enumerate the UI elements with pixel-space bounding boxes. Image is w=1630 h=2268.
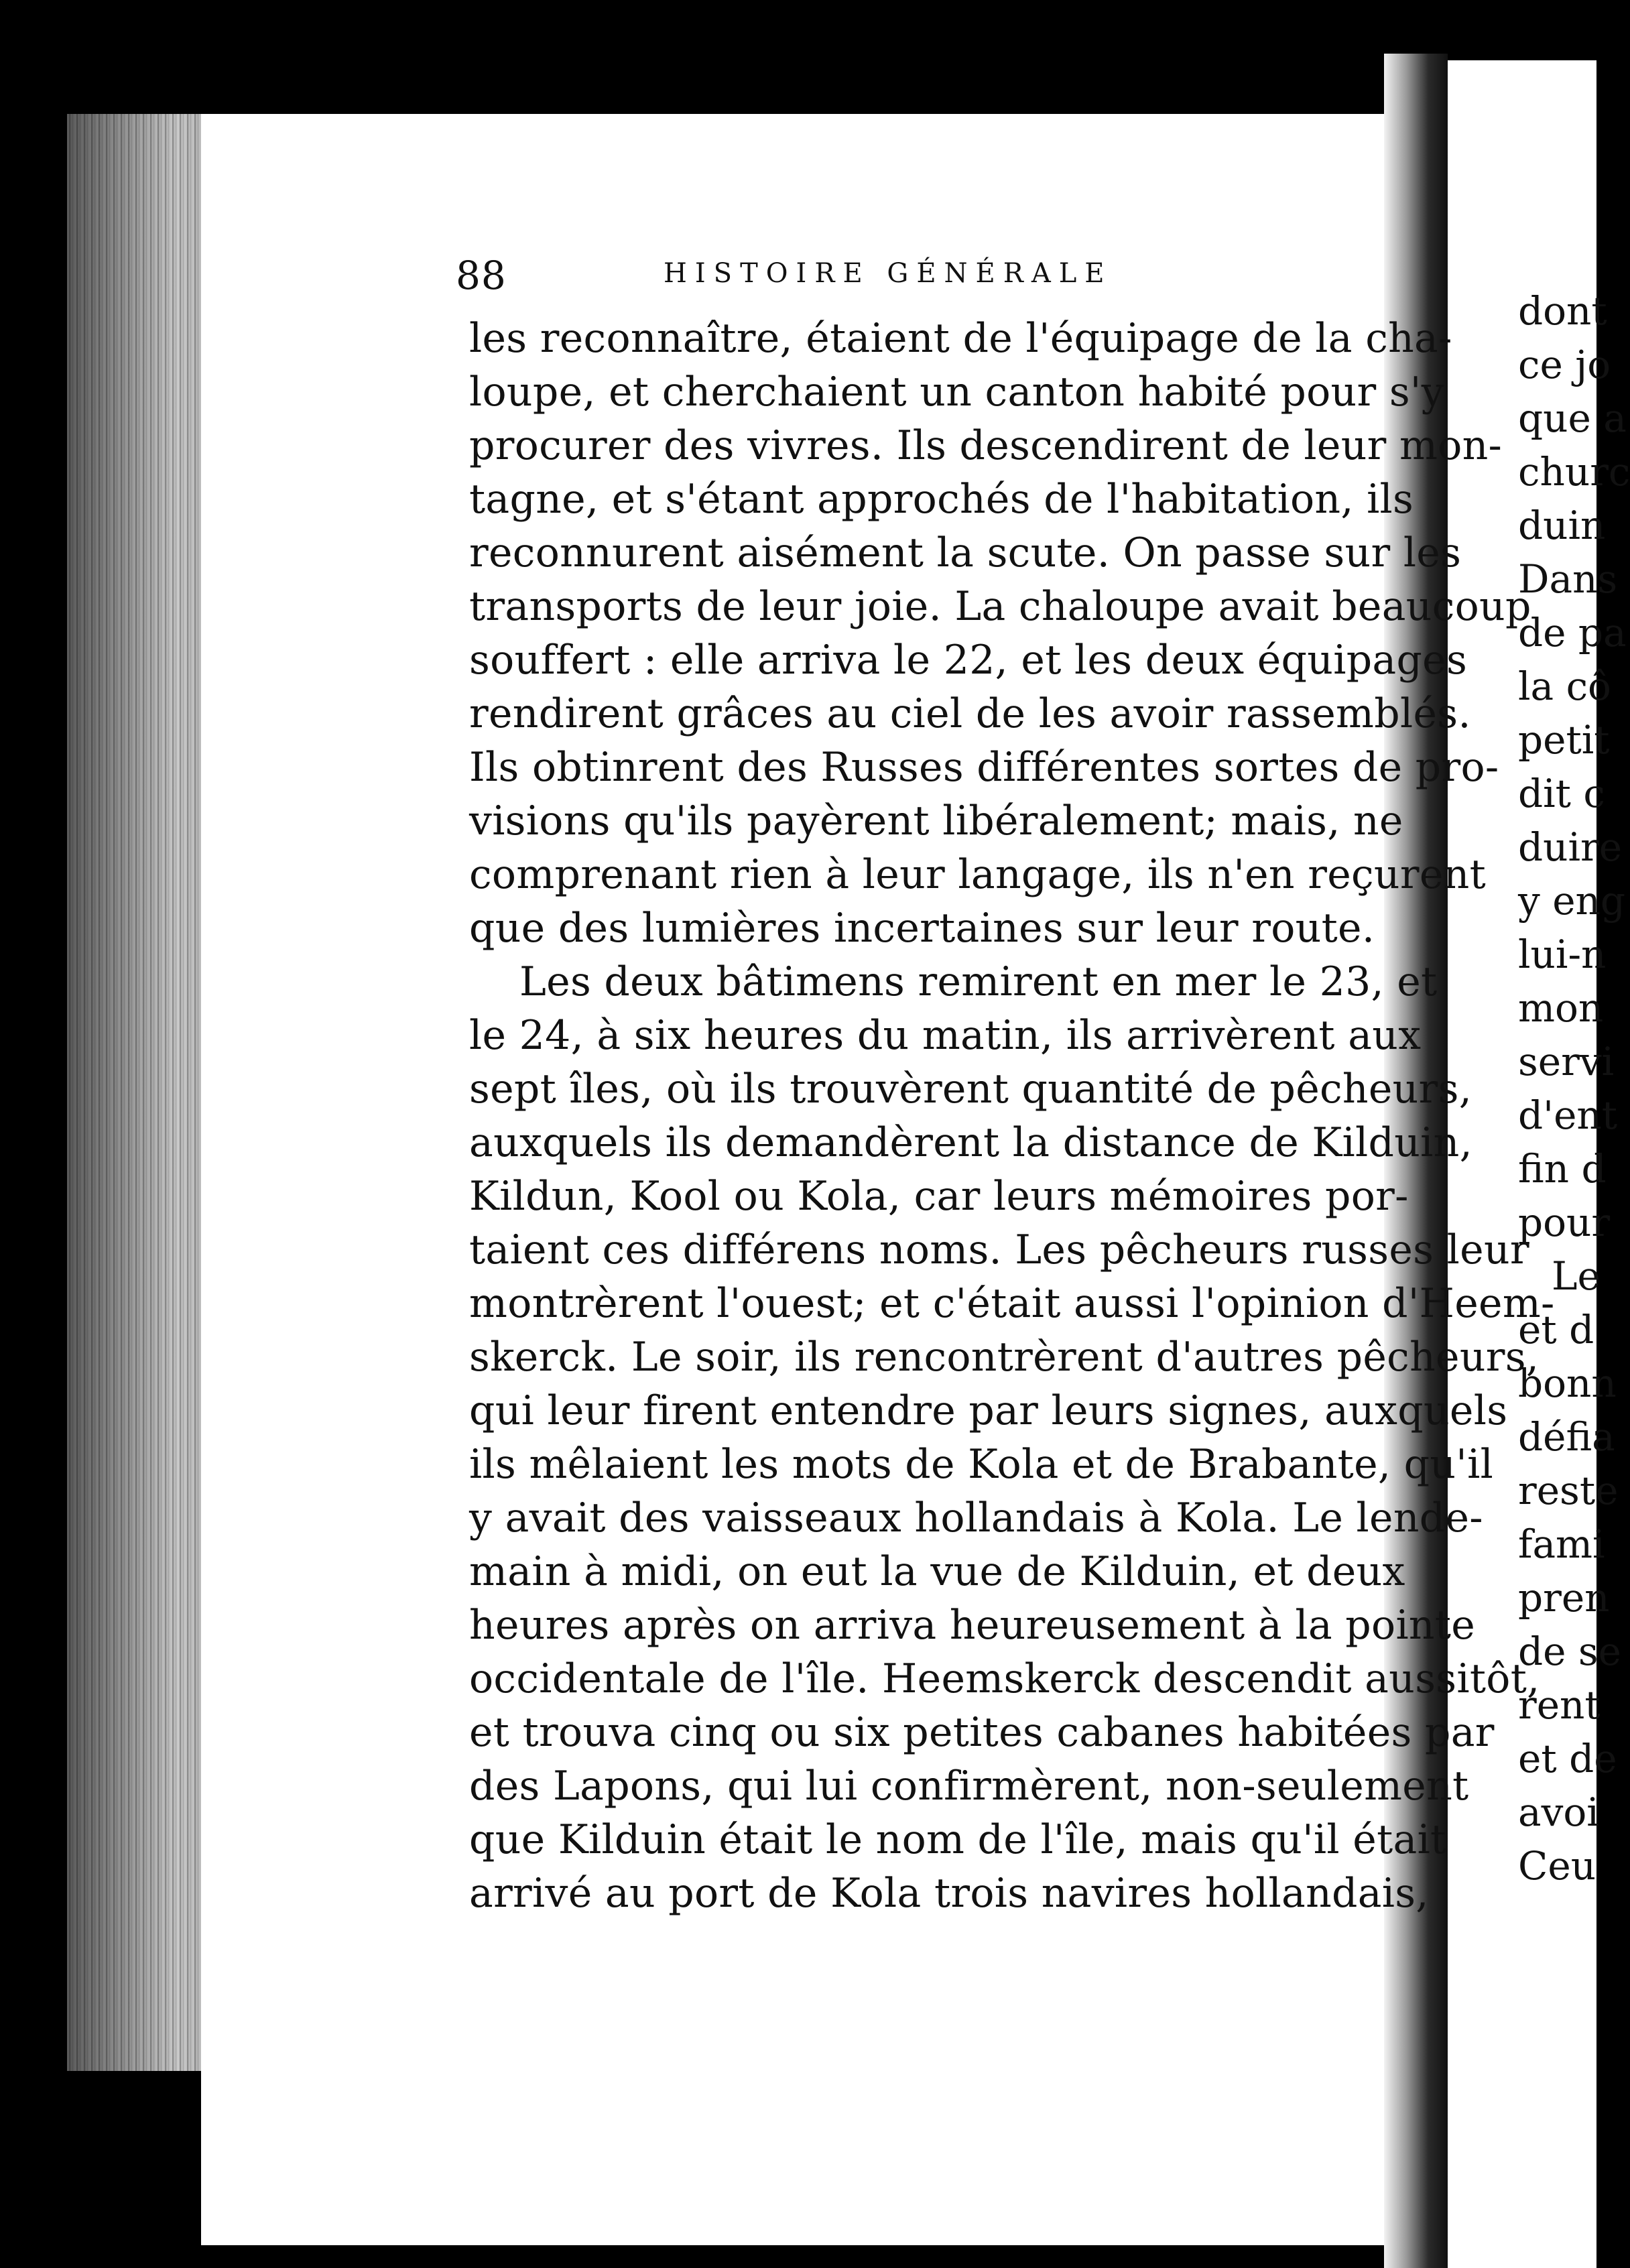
text-line: procurer des vivres. Ils descendirent de leur mon- [469, 422, 1503, 469]
text-line: loupe, et cherchaient un canton habité pour s'y [469, 369, 1444, 416]
running-title: HISTOIRE GÉNÉRALE [664, 258, 1113, 289]
right-text-line: lui-n [1518, 932, 1607, 977]
text-line: arrivé au port de Kola trois navires hollandais, [469, 1870, 1429, 1917]
right-text-line: petit [1518, 717, 1610, 763]
right-text-line: dit c [1518, 771, 1605, 816]
text-line: Les deux bâtimens remirent en mer le 23, et [519, 958, 1438, 1005]
right-text-line: pren [1518, 1575, 1610, 1621]
right-text-line: y eng [1518, 878, 1626, 924]
page-number: 88 [456, 253, 507, 298]
right-text-line: Ceu [1518, 1843, 1596, 1889]
text-line: transports de leur joie. La chaloupe avait beaucoup [469, 583, 1531, 630]
right-text-line: dont [1518, 288, 1607, 334]
right-text-line: fami [1518, 1521, 1605, 1567]
text-line: des Lapons, qui lui confirmèrent, non-seulement [469, 1763, 1469, 1810]
text-line: que des lumières incertaines sur leur route. [469, 905, 1375, 952]
right-text-line: Le [1552, 1253, 1601, 1299]
right-text-line: servi [1518, 1039, 1615, 1084]
text-line: rendirent grâces au ciel de les avoir rassemblés. [469, 690, 1471, 737]
right-text-line: duin [1518, 503, 1606, 548]
right-text-line: duire [1518, 824, 1623, 870]
right-text-line: reste [1518, 1468, 1619, 1513]
right-text-line: que a [1518, 395, 1627, 441]
text-line: heures après on arriva heureusement à la pointe [469, 1602, 1476, 1649]
text-line: montrèrent l'ouest; et c'était aussi l'opinion d'Heem- [469, 1280, 1555, 1327]
right-text-line: de se [1518, 1629, 1621, 1674]
right-text-line: défia [1518, 1414, 1615, 1460]
text-line: y avait des vaisseaux hollandais à Kola. Le lende- [469, 1495, 1483, 1541]
text-line: comprenant rien à leur langage, ils n'en reçurent [469, 851, 1487, 898]
text-line: Ils obtinrent des Russes différentes sortes de pro- [469, 744, 1499, 791]
right-text-line: ce jo [1518, 342, 1611, 387]
right-text-line: pour [1518, 1200, 1611, 1245]
right-text-line: Dans [1518, 556, 1618, 602]
text-line: main à midi, on eut la vue de Kilduin, et deux [469, 1548, 1405, 1595]
text-line: souffert : elle arriva le 22, et les deux équipages [469, 637, 1468, 684]
text-line: occidentale de l'île. Heemskerck descendit aussitôt, [469, 1655, 1540, 1702]
text-line: le 24, à six heures du matin, ils arrivèrent aux [469, 1012, 1422, 1059]
text-line: les reconnaître, étaient de l'équipage de la cha- [469, 315, 1452, 362]
right-text-line: fin d [1518, 1146, 1607, 1192]
right-text-line: la cô [1518, 664, 1611, 709]
right-text-line: et d [1518, 1307, 1594, 1352]
right-text-line: avoi [1518, 1789, 1599, 1835]
right-text-line: bonn [1518, 1361, 1617, 1406]
text-line: skerck. Le soir, ils rencontrèrent d'autres pêcheurs, [469, 1334, 1540, 1381]
text-line: ils mêlaient les mots de Kola et de Brabante, qu'il [469, 1441, 1494, 1488]
text-line: taient ces différens noms. Les pêcheurs russes leur [469, 1226, 1529, 1273]
right-text-line: de pa [1518, 610, 1627, 655]
text-line: tagne, et s'étant approchés de l'habitation, ils [469, 476, 1414, 523]
right-text-line: et de [1518, 1736, 1617, 1781]
text-line: et trouva cinq ou six petites cabanes habitées par [469, 1709, 1495, 1756]
text-line: que Kilduin était le nom de l'île, mais qu'il était [469, 1816, 1447, 1863]
text-line: qui leur firent entendre par leurs signes, auxquels [469, 1387, 1508, 1434]
right-text-line: mon [1518, 985, 1604, 1031]
text-line: Kildun, Kool ou Kola, car leurs mémoires por- [469, 1173, 1409, 1220]
text-line: visions qu'ils payèrent libéralement; mais, ne [469, 798, 1403, 844]
right-text-line: churc [1518, 449, 1630, 495]
right-text-line: d'ent [1518, 1092, 1618, 1138]
right-text-line: rent [1518, 1682, 1601, 1728]
text-line: sept îles, où ils trouvèrent quantité de pêcheurs, [469, 1066, 1472, 1113]
text-line: auxquels ils demandèrent la distance de Kilduin, [469, 1119, 1472, 1166]
text-line: reconnurent aisément la scute. On passe sur les [469, 529, 1462, 576]
